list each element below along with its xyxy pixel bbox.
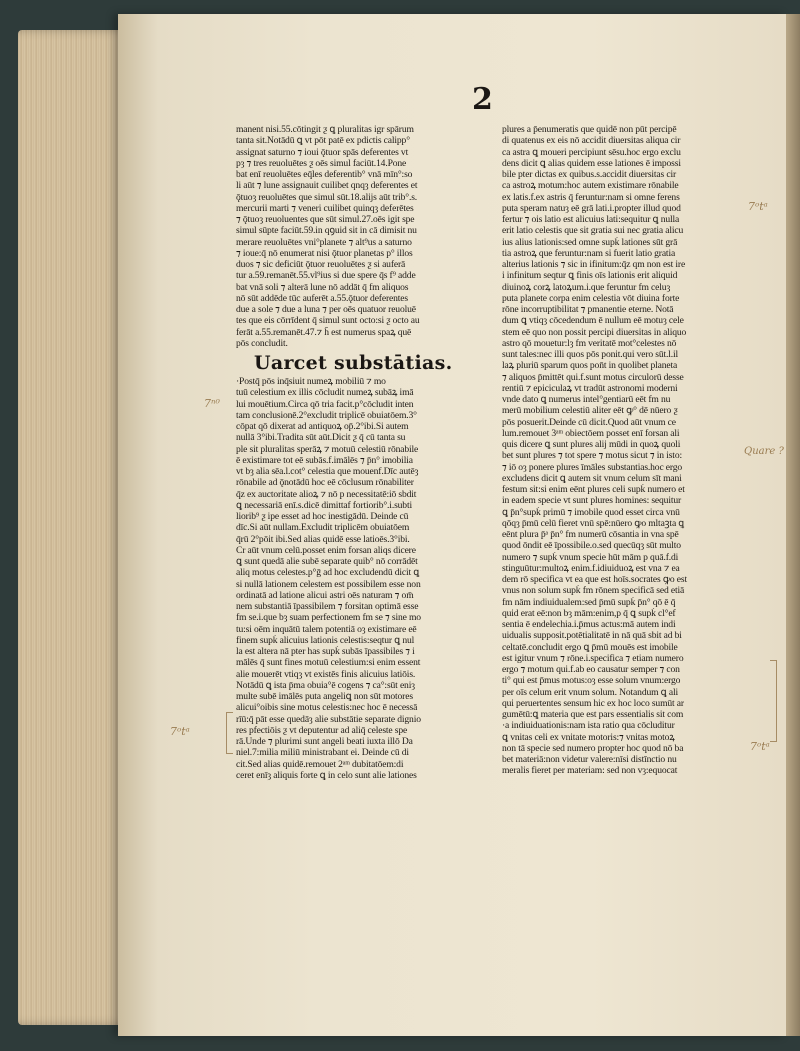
text-line: quis dicere ꝗ sunt plures alij mūdi in quoꝝ quoli: [502, 439, 681, 450]
text-line: assignat saturno ⁊ ioui ǭtuor spās deferentes vt: [236, 146, 409, 158]
text-line: est igitur vnum ⁊ rōne.i.specifica ⁊ etiam numero: [502, 652, 684, 664]
text-line: ⁊ aliquos p̄mittēt qui.f.sunt motus circulorū desse: [502, 371, 684, 383]
margin-note-right-mid: Quare ?: [744, 446, 784, 457]
text-line: sunt tales:nec illi quos pōs ponit.qui vero sūt.l.il: [502, 349, 679, 360]
text-line: ordinatā ad latione alicui astri oēs naturam ⁊ om̄: [236, 589, 414, 601]
text-line: qui peruertentes sensum hic ex hoc loco sumūt ar: [502, 697, 684, 709]
text-line: quid erat eē:non bȝ mām:enim,p q̄ ꝗ supḱ cl°ef: [502, 607, 676, 619]
text-line: eēnt plura p̄ᵃ p̄n° fm numerū cōsantia in vna spē: [502, 529, 679, 540]
text-line: uidualis supposit.potētialitatē in nā quā sbit ad bi: [502, 630, 682, 642]
text-line: tes que eis cōrrīdent q̄ simul sunt octo:si ƺ octo au: [236, 315, 420, 327]
text-line: liorib⁹ ƺ ipe esset ad hoc inestigādū. Deinde cū: [236, 511, 409, 522]
text-line: vt bȝ alia sēa.l.cot° celestia que mouenf.Dīc autēȝ: [236, 466, 419, 477]
text-line: quod ōndit eē īpossibile.o.sed quecūqȝ sūt multo: [502, 540, 681, 552]
margin-bracket-left: [226, 712, 233, 754]
text-line: gumētū:ꝗ materia que est pars essentialis sit com: [502, 709, 684, 720]
text-line: si nullā lationem celestem est possibilem esse non: [236, 578, 421, 590]
text-line: bet sunt plures ⁊ tot spere ⁊ motus sicut ⁊ in isto:: [502, 450, 682, 462]
text-line: due a sole ⁊ due a luna ⁊ per oēs quatuor reuoluē: [236, 304, 416, 315]
text-line: ex latis.f.ex astris q̄ feruntur:nam si omne ferens: [502, 191, 680, 203]
text-line: merū mobilium celestiū aliter eēt ꝙ° dē nūero ƺ: [502, 405, 678, 417]
text-line: q̄z ex auctoritate alioꝝ ⁊ nō p necessitatē:iō sbdit: [236, 488, 417, 500]
text-line: fm nām indiuidualem:sed p̄mū supḱ p̄n° qō ē q̄: [502, 596, 676, 608]
text-line: pōs posuerit.Deinde cū dicit.Quod aūt vnum ce: [502, 416, 676, 428]
text-line: aliq motus celestes.p°ḡ ad hoc excludendū dicit ꝗ: [236, 567, 420, 579]
text-line: ⁊ ioue:q̄ nō enumerat nisi ǭtuor planetas p° illos: [236, 247, 413, 259]
folio-number: 2: [472, 82, 493, 117]
text-line: cit.Sed alias quidē.remouet 2ᵃᵐ dubitatōem:di: [236, 758, 404, 770]
text-line: ⁊ iō oȝ ponere plures īmāles substantias.hoc ergo: [502, 461, 683, 473]
text-line: stinguūtur:multoꝝ enim.f.idiuiduoꝝ est vna ⁊ ea: [502, 562, 680, 574]
text-line: ferāt a.55.remanēt.47.⁊ h̄ est numerus spaꝝ quē: [236, 326, 412, 338]
text-line: tam conclusionē.2°excludit triplicē obuiatōem.3°: [236, 409, 417, 421]
page-edges: [18, 30, 130, 1025]
text-line: nullā 3°ibi.Tradita sūt aūt.Dicit ƺ q̄ cū tanta su: [236, 432, 406, 444]
text-line: rentiū ⁊ epiciculaꝝ vt tradūt astronomi moderni: [502, 382, 678, 394]
text-line: ius alius lationis:sed omne supḱ lationes sūt grā: [502, 236, 678, 248]
text-line: ē existimare tot eē subās.f.imālēs ⁊ p̄n° imobilia: [236, 454, 413, 466]
text-line: ·a indiuiduationis:nam ista ratio qua cōcluditur: [502, 720, 675, 732]
margin-note-right-top: 7ᵒtᵃ: [748, 200, 768, 213]
text-line: fertur ⁊ ois latio est alicuius lati:sequitur ꝗ nulla: [502, 214, 680, 225]
text-line: puta speram natuȝ eē grā lati.i.propter illud quod: [502, 202, 681, 214]
text-line: stem eē quo non possit percipi diuersitas in aliquo: [502, 326, 687, 338]
text-line: laꝝ pluriū sparum quos pon̄t in quolibet planeta: [502, 360, 678, 372]
text-line: rā.Unde ⁊ plurimi sunt angeli beati iuxta illō Da: [236, 736, 413, 747]
margin-note-left-top: 7ⁿ⁰: [204, 397, 220, 410]
text-line: dīc.Si aūt nullam.Excludit triplicēm obuiatōem: [236, 522, 410, 534]
text-line: rōnabile ad ǭnotādū hoc eē cōclusum rōnabiliter: [236, 477, 414, 489]
section-heading: Uarcet substātias.: [254, 352, 453, 374]
text-line: ca astra ꝗ moueri percipiunt sēsu.hoc ergo exclu: [502, 146, 681, 158]
text-line: vnus non solum supḱ fm rōnem specificā sed etiā: [502, 585, 685, 597]
text-line: manent nisi.55.cōtingit ƺ ꝗ pluralitas igr spārum: [236, 124, 414, 135]
text-line: pȝ ⁊ tres reuoluētes ƺ oēs simul faciūt.14.Pone: [236, 157, 407, 169]
text-line: sentia ē endelechia.i.p̄mus actus:mā autem indi: [502, 619, 676, 630]
right-column: [502, 124, 764, 777]
text-line: alicui°oibis sine motus celestis:nec hoc ē necessā: [236, 702, 418, 714]
text-line: tur a.59.remanēt.55.vl⁹ius si due spere q̄s f⁹ adde: [236, 270, 416, 282]
text-line: ǭtuoȝ reuoluētes que simul sūt.18.alijs aūt trib°.s.: [236, 191, 418, 203]
text-line: astro qō mouetur:lȝ fm veritatē mot°celestes nō: [502, 337, 677, 349]
text-line: finem supḱ alicuius lationis celestis:seqtur ꝗ nul: [236, 634, 415, 646]
text-line: lui mouētium.Circa qō tria facit.p°cōcludit inten: [236, 398, 414, 410]
margin-note-right-bottom: 7ᵒtᵃ: [750, 740, 770, 753]
text-line: puta planete corpa enim celestia vōt diuina forte: [502, 292, 680, 304]
text-line: vnde dato ꝗ numerus intel°gentiarū eēt fm nu: [502, 394, 671, 405]
text-line: q̄rū 2°pōit ibi.Sed alias quidē esse latioēs.3°ibi.: [236, 533, 410, 545]
text-line: bat enī reuoluētes eq̄les deferentib° vnā mīn°:so: [236, 169, 413, 180]
text-line: ⁊ ǭtuoȝ reuoluentes que sūt simul.27.oēs igit spe: [236, 214, 415, 225]
text-line: duos ⁊ sic deficiūt ǭtuor reuoluētes ƺ si auferā: [236, 259, 406, 270]
text-line: lum.remouet 3ᵃᵐ obiectōem posset enī forsan ali: [502, 427, 680, 439]
text-line: ple sit pluralitas sperāꝝ ⁊ motuū celestiū rōnabile: [236, 443, 419, 455]
text-line: merare reuoluētes vni°planete ⁊ alt⁹us a saturno: [236, 236, 412, 248]
text-line: meralis fieret per materiam: sed non vȝ:equocat: [502, 765, 678, 777]
text-line: tuū celestium ex illis cōcludit numeꝝ subāꝝ imā: [236, 387, 414, 399]
text-line: multe subē imālēs puta angeliꝗ non sūt motores: [236, 691, 413, 702]
text-line: numero ⁊ supḱ vnum specie hūt mām p quā.f.di: [502, 551, 679, 563]
text-line: res pfectiōis ƺ vt deputentur ad aliq̄ celeste spe: [236, 724, 408, 736]
text-line: dens dicit ꝗ alias quidem esse lationes ē impossi: [502, 157, 681, 169]
text-line: ·Postq̄ pōs inq̄siuit numeꝝ mobiliū ⁊ mo: [236, 376, 386, 387]
text-line: non tā specie sed numero propter hoc quod nō ba: [502, 742, 684, 754]
text-line: Notādū ꝗ ista p̄ma obuia°ē cogens ⁊ ca°:sūt eniȝ: [236, 679, 415, 691]
text-line: fm se.i.que bȝ suam perfectionem fm se ⁊ sine mo: [236, 612, 421, 624]
text-line: alie mouerēt vtiqȝ vt existēs finis alicuius latiōis.: [236, 668, 416, 680]
text-line: rīū:q̄ pāt esse quedāȝ alie substātie separate dignio: [236, 713, 421, 725]
left-column-bottom-text: [236, 376, 498, 781]
text-line: Cr aūt vnum celū.posset enim forsan aliqs dicere: [236, 544, 416, 556]
text-line: dem rō specifica vt ea que est hoīs.socrates ꝙo est: [502, 574, 687, 585]
text-line: la est altera nā pter has supḱ subās īpassibiles ⁊ i: [236, 646, 415, 657]
text-line: tia astroꝝ que feruntur:nam si fuerit latio gratia: [502, 247, 676, 259]
text-line: dum ꝗ vtiqȝ cōcedendum ē nullum eē motuȝ cele: [502, 315, 684, 327]
text-line: nem substantiā īpassibilem ⁊ forsitan optimā esse: [236, 601, 419, 612]
text-line: ꝗ sunt quedā alie subē separate quib° nō corrādēt: [236, 556, 418, 567]
text-line: ꝗ p̄n°supḱ primū ⁊ imobile quod esset circa vnū: [502, 506, 680, 518]
text-line: ꝗ vnitas celi ex vnitate motoris:⁊ vnitas motoꝝ: [502, 731, 675, 743]
text-line: pōs concludit.: [236, 337, 288, 349]
text-line: mālēs q̄ sunt fines motuū celestium:si enim essent: [236, 657, 421, 669]
text-line: qōqȝ p̄mū celū fieret vnū spē:nūero ꝙo mltaꝫta ꝗ: [502, 517, 685, 529]
text-line: ceret enīȝ aliquis forte ꝗ in celo sunt alie lationes: [236, 769, 417, 781]
text-line: ca astroꝝ motum:hoc autem existimare rōnabile: [502, 180, 679, 192]
text-line: mercurii marti ⁊ veneri cuilibet quinqȝ deferētes: [236, 202, 414, 214]
text-line: bet materiā:non videtur valere:nīsi distīnctio nu: [502, 754, 677, 765]
text-line: ti° qui est p̄mus motus:oȝ esse solum vnum:ergo: [502, 675, 681, 687]
text-line: simul sūpte faciūt.59.in qꝯuid sit in cā dimisit nu: [236, 225, 417, 237]
right-column-text: [502, 124, 764, 777]
text-line: bat vnā soli ⁊ alterā lune nō addāt q̄ fm aliquos: [236, 281, 409, 293]
text-line: li aūt ⁊ lune assignauit cuilibet qnqȝ deferentes et: [236, 180, 418, 192]
text-line: tanta sit.Notādū ꝗ vt pōt patē ex pdictis calipp°: [236, 135, 410, 147]
text-line: niel.7:milia miliū ministrabant ei. Deinde cū di: [236, 747, 409, 759]
text-line: ꝗ necessariā enī.s.dicē dimittaf fortiorib°.i.subti: [236, 499, 412, 511]
margin-note-left-bottom: 7ᵒtᵃ: [170, 725, 190, 738]
text-line: alterius lationis ⁊ sic in ifinitum:q̄z qm non est ire: [502, 259, 686, 270]
margin-bracket-right: [770, 660, 777, 742]
text-line: excludens dicit ꝗ autem sit vnum celum sīt mani: [502, 472, 682, 484]
text-line: i infinitum seqtur ꝗ finis oīs lationis erit aliquid: [502, 270, 678, 282]
text-line: ergo ⁊ motum qui.f.ab eo causatur semper ⁊ con: [502, 664, 680, 675]
text-line: di quatenus ex eis nō accidit diuersitas aliqua cir: [502, 135, 681, 147]
text-line: per oīs celum erit vnum solum. Notandum ꝗ ali: [502, 686, 678, 698]
text-line: nō sūt addēde tūc auferēt a.55.ǭtuor deferentes: [236, 292, 408, 304]
left-column: [236, 124, 498, 781]
text-line: bile pter dictas ex quibus.s.accidit diuersitas cir: [502, 169, 677, 180]
left-column-top-text: [236, 124, 498, 349]
text-line: rōne incorruptibilitat ⁊ pmanentie eterne. Notā: [502, 304, 674, 315]
page-gutter-shadow: [786, 14, 800, 1036]
text-line: erit latio celestis que sit gratia sui nec gratia alicu: [502, 225, 684, 237]
text-line: cōpat qō dixerat ad antiquoꝝ op̄.2°ibi.Si autem: [236, 421, 409, 432]
text-line: diuinoꝝ corꝝ latoꝝum.i.que feruntur fm celuȝ: [502, 281, 671, 293]
text-line: plures a p̄enumeratis que quidē non pūt percipē: [502, 124, 677, 135]
text-line: in eadem specie vt sunt plures homines: sequitur: [502, 495, 682, 507]
text-line: festum sit:si enim eēnt plures celi supḱ numero et: [502, 484, 685, 495]
text-line: tu:si oēm inquātū talem potentiā oȝ existimare eē: [236, 623, 417, 635]
text-line: celtatē.concludit ergo ꝗ p̄mū mouēs est imobile: [502, 641, 678, 653]
